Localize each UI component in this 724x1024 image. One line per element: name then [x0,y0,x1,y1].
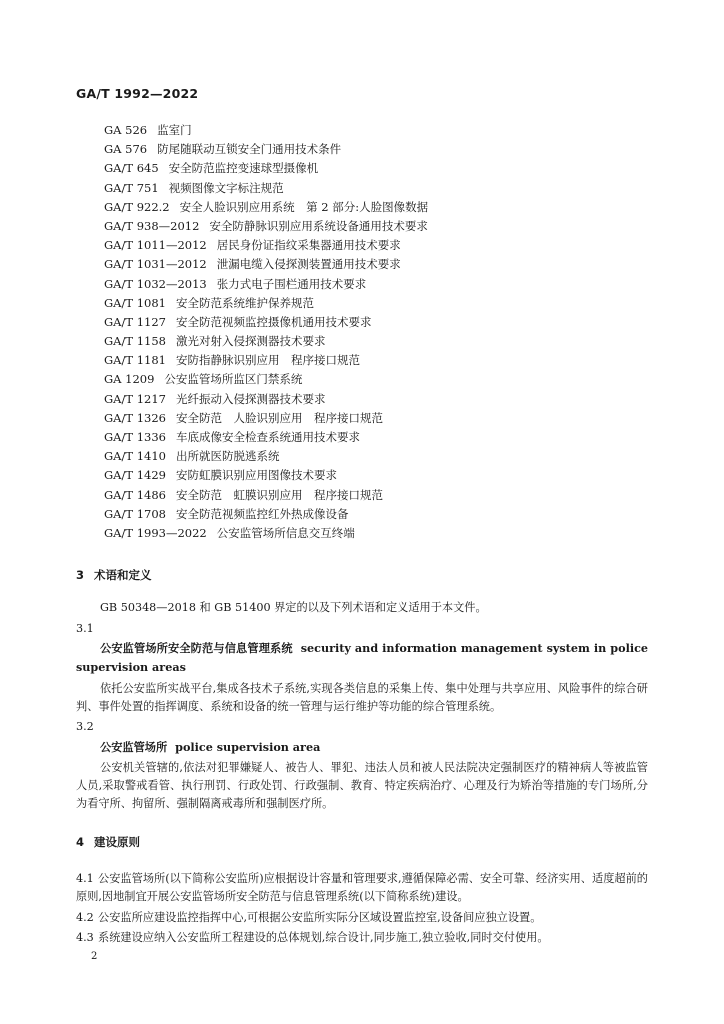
reference-item [104,236,428,255]
reference-title: 车底成像安全检查系统通用技术要求 [175,430,360,444]
clause-4-2: 4.2 公安监所应建设监控指挥中心,可根据公安监所实际分区域设置监控室,设备间应独立设置。 [76,911,542,924]
reference-code: GA/T 1081 [104,295,166,310]
reference-title: 泄漏电缆入侵探测装置通用技术要求 [216,257,401,272]
section-3-intro: GB 50348—2018 和 GB 51400 界定的以及下列术语和定义适用于本文件。 [100,601,487,614]
reference-title: 安全人脸识别应用系统 第 2 部分:人脸图像数据 [179,199,429,214]
reference-item [104,198,428,217]
reference-item [104,466,428,485]
reference-item [104,255,428,274]
reference-title: 安防指静脉识别应用 程序接口规范 [175,353,360,368]
reference-code: GA/T 938—2012 [104,218,200,233]
reference-item [104,505,428,524]
reference-code: GA/T 751 [104,180,159,195]
reference-code: GA/T 1410 [104,449,166,464]
reference-title: 安全防静脉识别应用系统设备通用技术要求 [209,218,428,233]
term-definition: 依托公安监所实战平台,集成各技术子系统,实现各类信息的采集上传、集中处理与共享应用、风险事件的综合研判、事件处置的指挥调度、系统和设备的统一管理与运行维护等功能的综合管理系统。 [76,682,648,713]
reference-code: GA/T 1486 [104,487,166,502]
document-code-header: GA/T 1992—2022 [76,86,199,101]
reference-title: 安防虹膜识别应用图像技术要求 [175,468,337,483]
reference-code: GA/T 1326 [104,410,166,425]
reference-title: 安全防范视频监控摄像机通用技术要求 [175,314,372,329]
reference-code: GA 1209 [104,372,155,387]
reference-code: GA/T 1032—2013 [104,276,207,291]
term-heading: 公安监管场所 police supervision area [100,740,321,754]
reference-item [104,140,428,159]
reference-item [104,332,428,351]
reference-code: GA/T 645 [104,161,159,176]
reference-code: GA 576 [104,142,148,157]
reference-title: 出所就医防脱逃系统 [175,449,280,464]
reference-item [104,179,428,198]
reference-title: 监室门 [157,123,192,137]
clause-4-3: 4.3 系统建设应纳入公安监所工程建设的总体规划,综合设计,同步施工,独立验收,同时交付使用。 [76,931,549,944]
reference-code: GA/T 1429 [104,468,166,483]
reference-item [104,390,428,409]
reference-code: GA/T 1217 [104,391,166,406]
reference-title: 居民身份证指纹采集器通用技术要求 [216,238,401,253]
term-number: 3.2 [76,720,94,733]
reference-title: 激光对射入侵探测器技术要求 [175,334,326,349]
normative-reference-list [104,121,428,543]
reference-code: GA/T 1181 [104,353,166,368]
reference-code: GA/T 1336 [104,430,166,444]
reference-code: GA/T 1031—2012 [104,257,207,272]
reference-item [104,159,428,178]
reference-title: 安全防范 人脸识别应用 程序接口规范 [175,410,383,425]
reference-title: 安全防范系统维护保养规范 [175,295,314,310]
reference-title: 安全防范视频监控红外热成像设备 [175,506,349,521]
reference-item [104,121,428,140]
reference-item [104,428,428,447]
term-heading: 公安监管场所安全防范与信息管理系统 security and information management system in police supervision areas [76,641,648,674]
reference-item [104,486,428,505]
reference-code: GA/T 1127 [104,314,166,329]
reference-item [104,313,428,332]
term-definition: 公安机关管辖的,依法对犯罪嫌疑人、被告人、罪犯、违法人员和被人民法院决定强制医疗的精神病人等被监管人员,采取警戒看管、执行刑罚、行政处罚、行政强制、教育、特定疾病治疗、心理及行为矫治等措施的专门场所,分为看守所、拘留所、强制隔离戒毒所和强制医疗所。 [76,761,648,810]
reference-code: GA/T 1993—2022 [104,525,207,540]
section-3-heading: 3 术语和定义 [76,568,152,582]
term-number: 3.1 [76,622,94,635]
reference-code: GA/T 1158 [104,334,166,349]
reference-code: GA 526 [104,123,148,137]
reference-code: GA/T 922.2 [104,199,170,214]
reference-item [104,351,428,370]
reference-item [104,409,428,428]
reference-title: 安全防范监控变速球型摄像机 [168,161,319,176]
reference-item [104,447,428,466]
reference-item [104,524,428,543]
clause-4-1: 4.1 公安监管场所(以下简称公安监所)应根据设计容量和管理要求,遵循保障必需、安全可靠、经济实用、适度超前的原则,因地制宜开展公安监管场所安全防范与信息管理系统(以下简称系统)建设。 [76,872,648,903]
reference-code: GA/T 1708 [104,506,166,521]
reference-item [104,294,428,313]
page-number: 2 [91,951,98,962]
reference-item [104,370,428,389]
reference-item [104,217,428,236]
reference-item [104,275,428,294]
reference-title: 光纤振动入侵探测器技术要求 [175,391,326,406]
reference-code: GA/T 1011—2012 [104,238,207,253]
reference-title: 公安监管场所信息交互终端 [216,525,355,540]
reference-title: 公安监管场所监区门禁系统 [164,372,303,387]
reference-title: 防尾随联动互锁安全门通用技术条件 [157,142,342,157]
reference-title: 视频图像文字标注规范 [168,180,284,195]
reference-title: 张力式电子围栏通用技术要求 [216,276,367,291]
section-4-heading: 4 建设原则 [76,835,140,849]
reference-title: 安全防范 虹膜识别应用 程序接口规范 [175,487,383,502]
